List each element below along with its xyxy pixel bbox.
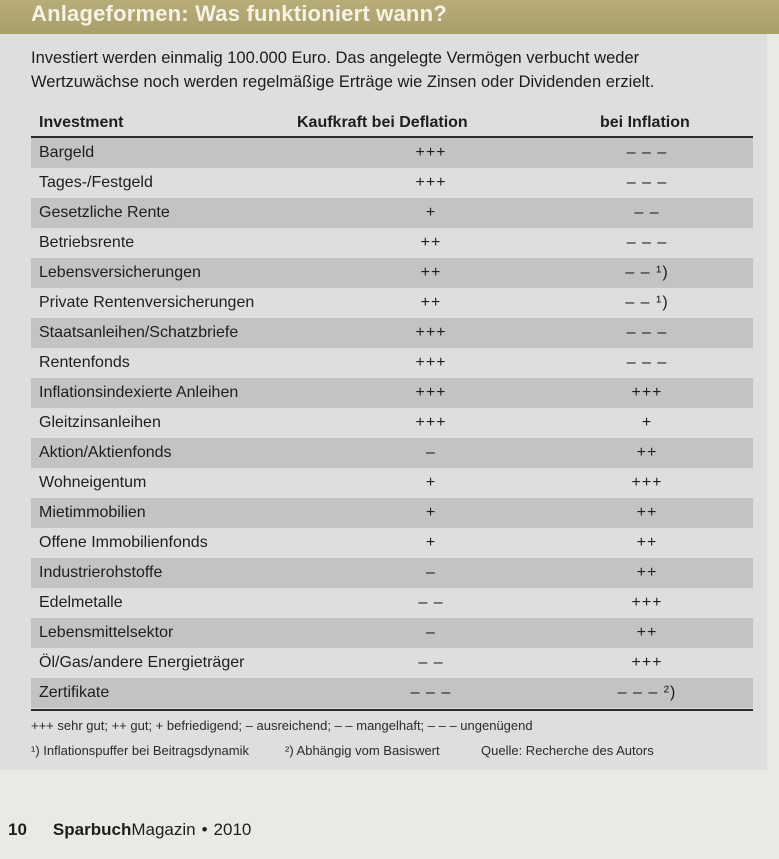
table-row: [31, 228, 753, 258]
table-row: [31, 378, 753, 408]
title-bar: [0, 0, 779, 34]
table-row: [31, 348, 753, 378]
investment-name: Betriebsrente: [39, 234, 135, 251]
page-title: Anlageformen: Was funktioniert wann?: [31, 1, 447, 26]
rating-legend: +++ sehr gut; ++ gut; + befriedigend; – ausreichend; – – mangelhaft; – – – ungenügend: [31, 718, 533, 733]
table-row: [31, 138, 753, 168]
deflation-rating: +: [425, 504, 437, 521]
inflation-rating: ++: [636, 444, 658, 461]
inflation-rating: +: [641, 414, 653, 431]
deflation-rating: ++: [420, 294, 442, 311]
table-bottom-rule: [31, 709, 753, 711]
table-row: [31, 438, 753, 468]
inflation-rating: ++: [636, 564, 658, 581]
investment-name: Tages-/Festgeld: [39, 174, 153, 191]
table-row: [31, 468, 753, 498]
deflation-rating: – –: [418, 594, 444, 611]
table-row: [31, 558, 753, 588]
investment-name: Gesetzliche Rente: [39, 204, 170, 221]
inflation-rating: – – ¹): [625, 264, 669, 281]
table-row: [31, 618, 753, 648]
inflation-rating: – – –: [626, 234, 668, 251]
inflation-rating: – – –: [626, 324, 668, 341]
investment-name: Bargeld: [39, 144, 95, 161]
table-row: [31, 528, 753, 558]
header-investment: Investment: [39, 114, 124, 131]
inflation-rating: – – –: [626, 144, 668, 161]
table-row: [31, 258, 753, 288]
table-row: [31, 288, 753, 318]
investment-name: Offene Immobilienfonds: [39, 534, 208, 551]
inflation-rating: – – –: [626, 174, 668, 191]
inflation-rating: +++: [631, 474, 663, 491]
deflation-rating: –: [426, 624, 436, 641]
deflation-rating: +++: [415, 144, 447, 161]
deflation-rating: ++: [420, 234, 442, 251]
deflation-rating: +: [425, 534, 437, 551]
table-row: [31, 648, 753, 678]
investment-name: Gleitzinsanleihen: [39, 414, 161, 431]
table-row: [31, 168, 753, 198]
table-row: [31, 588, 753, 618]
table-row: [31, 678, 753, 708]
inflation-rating: ++: [636, 504, 658, 521]
table-row: [31, 408, 753, 438]
deflation-rating: – –: [418, 654, 444, 671]
investment-name: Öl/Gas/andere Energieträger: [39, 654, 245, 671]
inflation-rating: – –: [634, 204, 660, 221]
footnote-1: ¹) Inflationspuffer bei Beitragsdynamik: [31, 743, 249, 758]
brand-name: Sparbuch: [52, 820, 132, 839]
table-row: [31, 198, 753, 228]
investment-name: Wohneigentum: [39, 474, 147, 491]
footnote-2: ²) Abhängig vom Basiswert: [285, 743, 440, 758]
deflation-rating: +++: [415, 354, 447, 371]
investment-name: Rentenfonds: [39, 354, 130, 371]
page-footer: [8, 820, 251, 840]
inflation-rating: ++: [636, 534, 658, 551]
investment-table: [31, 138, 753, 708]
inflation-rating: – – –: [626, 354, 668, 371]
table-row: [31, 318, 753, 348]
inflation-rating: +++: [631, 594, 663, 611]
intro-text: Investiert werden einmalig 100.000 Euro. Das angelegte Vermögen verbucht weder Wertzuwächse noch werden regelmäßige Erträge wie Zinsen oder Dividenden erzielt.: [31, 49, 655, 91]
source-note: Quelle: Recherche des Autors: [481, 743, 654, 758]
header-inflation: bei Inflation: [600, 114, 690, 131]
inflation-rating: ++: [636, 624, 658, 641]
investment-name: Zertifikate: [39, 684, 110, 701]
investment-name: Inflationsindexierte Anleihen: [39, 384, 239, 401]
table-row: [31, 498, 753, 528]
investment-name: Industrierohstoffe: [39, 564, 163, 581]
investment-name: Staatsanleihen/Schatzbriefe: [39, 324, 239, 341]
deflation-rating: –: [426, 564, 436, 581]
inflation-rating: – – ¹): [625, 294, 669, 311]
investment-name: Private Rentenversicherungen: [39, 294, 255, 311]
inflation-rating: +++: [631, 384, 663, 401]
footer-bullet: •: [201, 820, 208, 839]
investment-name: Lebensversicherungen: [39, 264, 201, 281]
deflation-rating: +: [425, 204, 437, 221]
inflation-rating: +++: [631, 654, 663, 671]
inflation-rating: – – – ²): [617, 684, 677, 701]
deflation-rating: +++: [415, 384, 447, 401]
page-number: 10: [8, 820, 27, 839]
investment-name: Mietimmobilien: [39, 504, 146, 521]
investment-name: Aktion/Aktienfonds: [39, 444, 172, 461]
deflation-rating: +++: [415, 174, 447, 191]
investment-name: Lebensmittelsektor: [39, 624, 174, 641]
deflation-rating: +++: [415, 324, 447, 341]
investment-name: Edelmetalle: [39, 594, 123, 611]
header-deflation: Kaufkraft bei Deflation: [297, 114, 468, 131]
deflation-rating: –: [426, 444, 436, 461]
deflation-rating: ++: [420, 264, 442, 281]
deflation-rating: +: [425, 474, 437, 491]
footer-year: 2010: [213, 820, 252, 839]
table-header: [0, 114, 779, 136]
deflation-rating: – – –: [410, 684, 452, 701]
deflation-rating: +++: [415, 414, 447, 431]
magazine-name: Magazin: [131, 820, 196, 839]
